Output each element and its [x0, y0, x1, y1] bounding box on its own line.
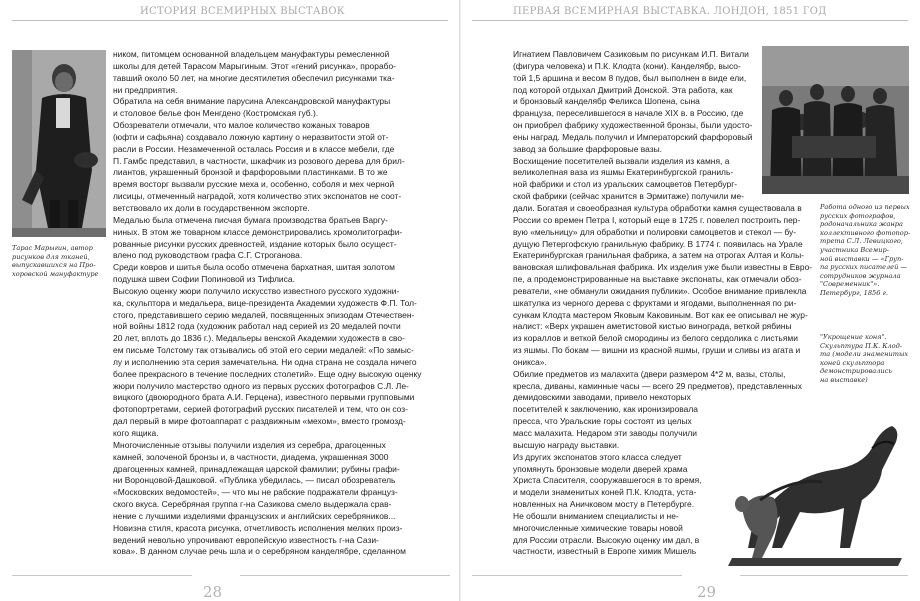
text-line: сункам Клодта мастером Яковым Каковиным. Вот как ее описывал не жур-	[513, 309, 808, 320]
caption-line: Скульптура П.К. Клод-	[820, 341, 902, 350]
text-line: нение с лучшими изделиями французских и английских серебряников...	[113, 510, 396, 521]
text-line: влено под руководством графа С.Г. Строганова.	[113, 250, 303, 261]
text-line: демидовскими заводами, привело некоторых	[513, 392, 691, 403]
text-line: подушка швеи Софии Попиновой из Тифлиса.	[113, 274, 295, 285]
text-line: ной фабрики и стол из уральских самоцветов Петербург-	[513, 179, 738, 190]
text-line: 20 лет, вплоть до 1836 г.). Медальеры венской Академии художеств в сво-	[113, 333, 405, 344]
text-line: Высокую оценку жюри получило искусство известного русского художни-	[113, 285, 400, 296]
caption-line: коллективного фотопор-	[820, 228, 911, 237]
text-line: дущую Петергофскую гранильную фабрику. В 1774 г. появилась на Урале	[513, 238, 803, 249]
text-line: пресса, что Уральские горы состоят из целых	[513, 416, 692, 427]
text-line: Екатеринбургская гранильная фабрика, а затем на отрогах Алтая и Колы-	[513, 250, 804, 261]
text-line: Среди ковров и шитья была особо отмечена бархатная, шитая золотом	[113, 262, 395, 273]
text-line: под которой отдыхал Дмитрий Донской. Эта работа, как	[513, 84, 733, 95]
book-gutter	[459, 0, 461, 601]
text-line: тавший около 50 лет, на многие десятилетия обеспечил рисунками тка-	[113, 72, 395, 83]
text-line: и модели знаменитых коней П.К. Клодта, уста-	[513, 487, 697, 498]
text-line: вановская шлифовальная фабрика. Их изделия уже были известны в Евро-	[513, 262, 813, 273]
portrait-figure-graphic	[12, 50, 106, 237]
text-line: ни предприятия.	[113, 84, 178, 95]
right-footer-rule-right	[740, 575, 908, 576]
caption-line: "Современник"».	[820, 280, 880, 289]
text-line: ной войны 1812 года (художник работал над серией из 20 медалей почти	[113, 321, 401, 332]
text-line: дал первый в мире фотоаппарат с раздвижным «мехом», вместо громозд-	[113, 416, 406, 427]
caption-line: та (модели знаменитых	[820, 350, 909, 359]
caption-line: рисунков для тканей,	[12, 252, 90, 261]
caption-line: трета С.Л. Левицкого,	[820, 237, 903, 246]
text-line: стого, представившего серию медалей, посвященных эпизодам Отечествен-	[113, 309, 415, 320]
text-line: Обилие предметов из малахита (двери размером 4*2 м, вазы, столы,	[513, 368, 786, 379]
text-line: оникса».	[513, 356, 547, 367]
left-footer-rule-right	[240, 575, 450, 576]
left-footer-rule	[12, 575, 192, 576]
right-page-number: 29	[697, 583, 717, 601]
text-line: Не обошли вниманием специалисты и не-	[513, 510, 679, 521]
left-page-body-text	[113, 49, 450, 558]
text-line: реватели, «не обманули ожидания публики». Особое внимание привлекла	[513, 285, 807, 296]
text-line: и бронзовый канделябр Феликса Шопена, сына	[513, 96, 700, 107]
text-line: лу и исполнению эта серия замечательна. Ни одна страна не создала ничего	[113, 356, 417, 367]
text-line: Многочисленные отзывы получили изделия из серебра, драгоценных	[113, 439, 386, 450]
text-line: он приобрел фабрику художественной бронзы, были удосто-	[513, 120, 753, 131]
text-line: ни Воронцовой-Дашковой. «Публика убедилась, — писал обозреватель	[113, 475, 396, 486]
text-line: Обратила на себя внимание парусина Александровской мануфактуры	[113, 96, 391, 107]
caption-line: ной выставки — «Груп-	[820, 254, 904, 263]
right-running-header: ПЕРВАЯ ВСЕМИРНАЯ ВЫСТАВКА. ЛОНДОН, 1851 ГОД	[513, 6, 827, 17]
text-line: завод за большие фарфоровые вазы.	[513, 143, 662, 154]
text-line: (фигура человека) и П.К. Клодта (кони). Канделябр, высо-	[513, 60, 741, 71]
text-line: француза, переселившегося в начале XIX в. в Россию, где	[513, 108, 744, 119]
text-line: ведений невольно упрочивают европейскую известность г-на Сази-	[113, 534, 379, 545]
portrait-photo-marygin	[12, 50, 106, 237]
text-line: Медалью была отмечена писчая бумага производства братьев Варгу-	[113, 214, 388, 225]
caption-line: выпускавшихся на Про-	[12, 261, 96, 270]
text-line: высшую награду выставки.	[513, 439, 620, 450]
group-photo-caption	[820, 203, 912, 298]
caption-line: Работа одного из первых	[820, 203, 910, 211]
text-line: лиантов, украшенный бронзой и фарфоровыми пластинками. В то же	[113, 167, 388, 178]
caption-line: сотрудников журнала	[820, 271, 901, 280]
caption-line: па русских писателей —	[820, 263, 908, 272]
text-line: новленных на Аничковом мосту в Петербурге.	[513, 499, 695, 510]
left-header-rule	[12, 20, 448, 21]
text-line: ского вкуса. Серебряная группа г-на Сазикова смело выдержала срав-	[113, 499, 392, 510]
text-line: ской фабрики (сейчас хранится в Эрмитаже) получили ме-	[513, 191, 745, 202]
group-photo-sovremennik-writers	[762, 46, 909, 194]
text-line: время восторг вызвали русские меха и, особенно, соболя и мех черной	[113, 179, 395, 190]
caption-line: родоначальника жанра	[820, 220, 903, 229]
text-line: школы для детей Тарасом Марыгиным. Этот «гений рисунка», прорабо-	[113, 60, 396, 71]
text-line: и столовое белье фон Менгдено (Костромская губ.).	[113, 108, 319, 119]
text-line: Христа Спасителя, сооружавшегося в то время,	[513, 475, 702, 486]
text-line: ены наград. Медаль получил и Императорский фарфоровый	[513, 131, 753, 142]
left-page-number: 28	[203, 583, 223, 601]
caption-line: на выставке)	[820, 375, 868, 384]
text-line: ветствовало их доли в государственном экспорте.	[113, 202, 310, 213]
text-line: Восхищение посетителей вызвали изделия из камня, а	[513, 155, 730, 166]
caption-line: "Укрощение коня".	[820, 333, 887, 341]
text-line: шкатулка из черного дерева с фруктами и ягодами, выполненная по ри-	[513, 297, 797, 308]
text-line: жюри получило мастерство одного из первых русских фотографов С.Л. Ле-	[113, 380, 409, 391]
text-line: более прекрасного в течение последних столетий». Еще одну высокую оценку	[113, 368, 422, 379]
caption-line: хоровской мануфактуре	[12, 269, 99, 278]
text-line: из кораллов и веткой белой смородины из белого сердолика с листьями	[513, 333, 798, 344]
text-line: дали. Богатая и своеобразная культура обработки камня существовала в	[513, 202, 802, 213]
group-photo-graphic	[762, 46, 909, 194]
text-line: многочисленные химические товары новой	[513, 522, 683, 533]
caption-line: русских фотографов,	[820, 211, 896, 220]
text-line: Из других экспонатов этого класса следует	[513, 451, 682, 462]
text-line: ниных. В этом же товарном классе демонстрировались хромолитографи-	[113, 226, 403, 237]
caption-line: участника Всемир-	[820, 245, 889, 254]
text-line: камней, золоченой бронзы и, в частности, диадема, украшенная 3000	[113, 451, 389, 462]
text-line: частности, известный в Европе химик Мишель	[513, 546, 697, 557]
right-header-rule	[472, 20, 908, 21]
text-line: кова». В данном случае речь шла и о серебряном канделябре, сделанном	[113, 546, 406, 557]
text-line: (юфти и сафьяна) создавало ложную картину о неразвитости этой от-	[113, 131, 389, 142]
text-line: кресла, диваны, каминные часы — всего 29 предметов), представленных	[513, 380, 802, 391]
text-line: кого ящика.	[113, 428, 159, 438]
text-line: рованные рисунки русских древностей, издание которых было осущест-	[113, 238, 397, 249]
text-line: масс малахита. Недаром эти заводы получили	[513, 428, 698, 438]
left-running-header: ИСТОРИЯ ВСЕМИРНЫХ ВЫСТАВОК	[140, 6, 345, 17]
text-line: вую «мельницу» для обработки и полировки самоцветов и стекол — бу-	[513, 226, 797, 237]
text-line: ка, скульптора и медальера, вице-президента Академии художеств Ф.П. Тол-	[113, 297, 417, 308]
text-line: из яшмы. По бокам — вишни из красной яшмы, груши и сливы из агата и	[513, 345, 801, 356]
text-line: Игнатием Павловичем Сазиковым по рисункам И.П. Витали	[513, 49, 749, 59]
text-line: налист: «Верх украшен аметистовой кистью винограда, веткой рябины	[513, 321, 792, 332]
text-line: Новизна стиля, красота рисунка, отчетливость исполнения мелких произ-	[113, 522, 403, 533]
text-line: пе, а продемонстрированные на выставке экспонаты, как отмечали обоз-	[513, 274, 802, 285]
caption-line: Петербург, 1856 г.	[820, 288, 888, 297]
text-line: великолепная ваза из яшмы Екатеринбургской граниль-	[513, 167, 734, 178]
portrait-caption	[12, 244, 110, 278]
text-line: ем письме Толстому так отзывались об этой его серии медалей: «По замыс-	[113, 345, 414, 356]
text-line: для России отрасли. Высокую оценку им дал, в	[513, 534, 700, 545]
text-line: П. Гамбс представил, в частности, шкафчик из розового дерева для брил-	[113, 155, 405, 166]
text-line: посетителей к заключению, как иронизировала	[513, 404, 698, 415]
caption-line: демонстрировались	[820, 367, 892, 376]
text-line: лисицы, отмеченный наградой, хотя количество этих экспонатов не соот-	[113, 191, 402, 202]
text-line: вицкого (двоюродного брата А.И. Герцена), известного первыми групповыми	[113, 392, 415, 403]
text-line: расли в России. Незамеченной осталась Россия и в классе мебели, где	[113, 143, 395, 154]
text-line: России со времен Петра I, который еще в 1725 г. повелел построить пер-	[513, 214, 801, 225]
caption-line: коней скульптора	[820, 358, 885, 367]
text-line: фотопортретами, серией фотографий русских писателей и тем, что он соз-	[113, 404, 408, 415]
caption-line: Тарас Марыгин, автор	[12, 244, 93, 252]
text-line: Обозреватели отмечали, что малое количество кожаных товаров	[113, 120, 370, 131]
sculpture-caption	[820, 333, 912, 385]
text-line: упомянуть бронзовые модели дверей храма	[513, 463, 688, 474]
horse-sculpture-graphic	[712, 408, 910, 566]
text-line: драгоценных камней, принадлежащая царской фамилии; рубины графи-	[113, 463, 400, 474]
right-footer-rule	[472, 575, 682, 576]
text-line: «Московских ведомостей», — что мы не рабские подражатели француз-	[113, 487, 398, 498]
horse-tamer-sculpture-image	[712, 408, 910, 566]
text-line: ником, питомцем основанной владельцем мануфактуры ремесленной	[113, 49, 390, 59]
text-line: той 1,5 аршина и весом 8 пудов, был выполнен в виде ели,	[513, 72, 747, 83]
